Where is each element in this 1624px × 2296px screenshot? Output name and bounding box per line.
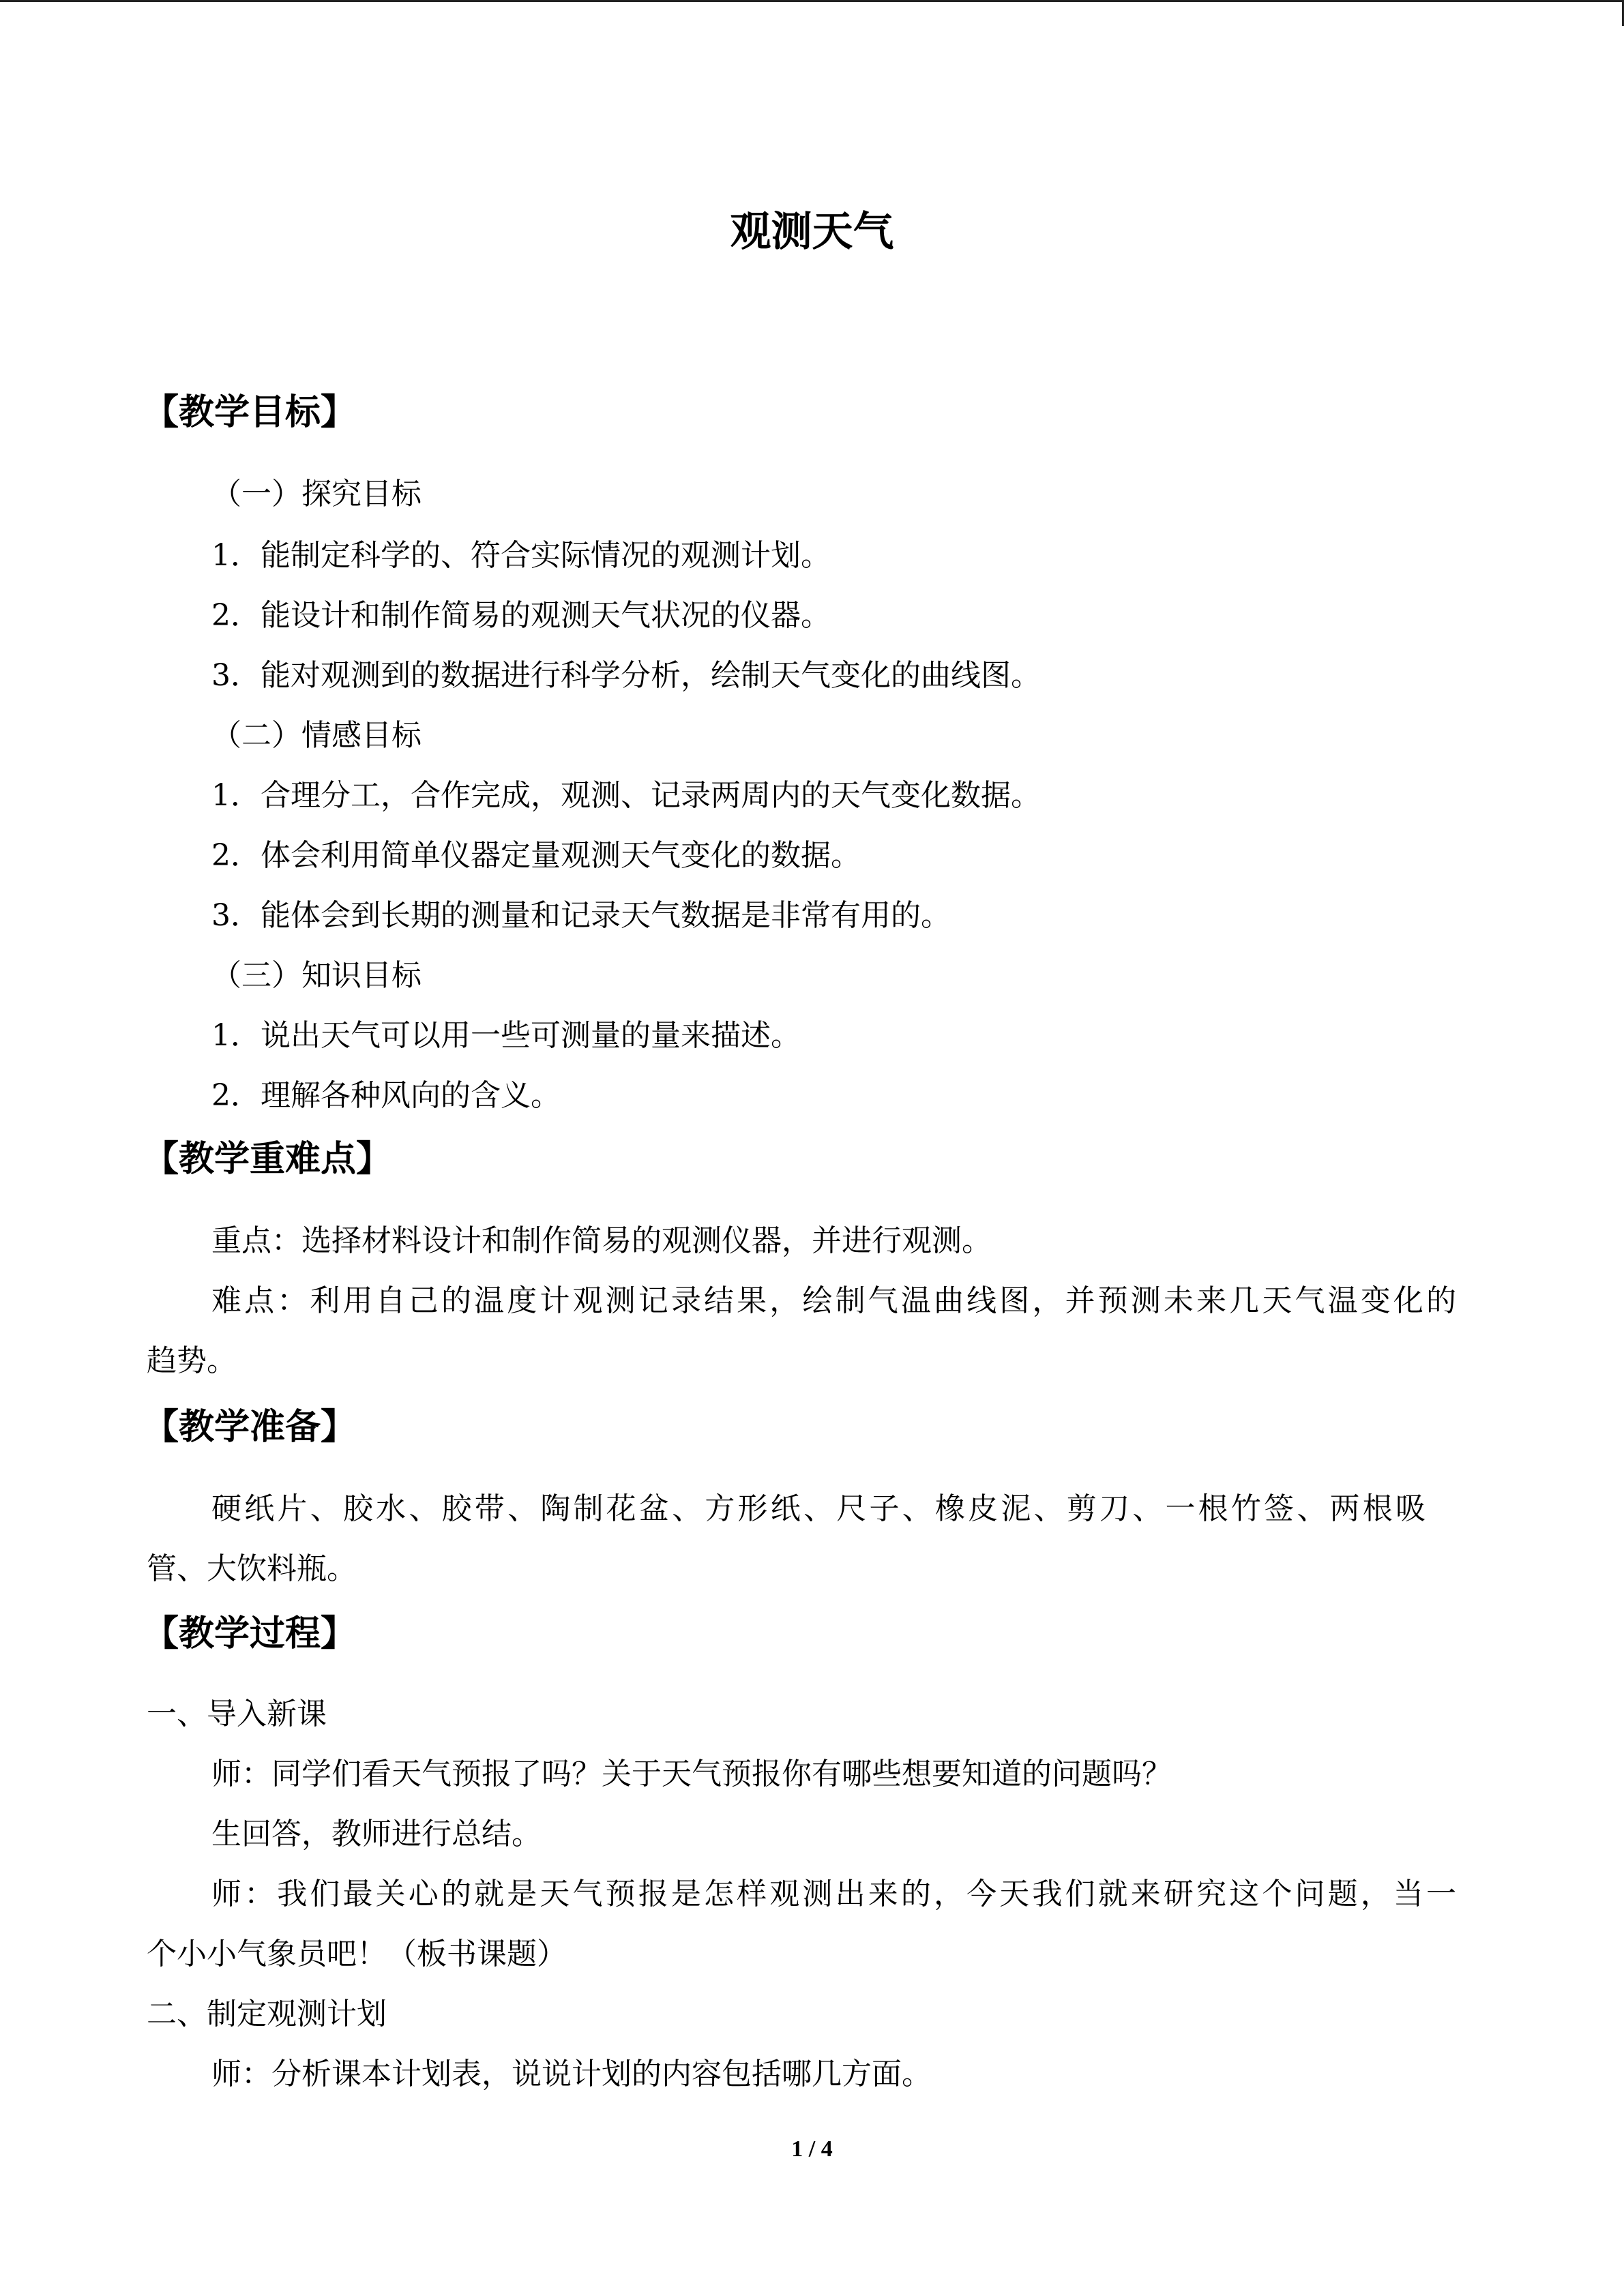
process-part1-line: 生回答，教师进行总结。 [211, 1817, 542, 1851]
process-part1-title: 一、导入新课 [147, 1697, 327, 1731]
goals-sub1-item: 1．能制定科学的、符合实际情况的观测计划。 [211, 538, 831, 573]
key-points-heading: 【教学重难点】 [143, 1139, 392, 1180]
process-part2-title: 二、制定观测计划 [147, 1997, 387, 2031]
key-points-difficulty: 难点：利用自己的温度计观测记录结果，绘制气温曲线图，并预测未来几天气温变化的 [211, 1283, 1456, 1318]
goals-heading: 【教学目标】 [143, 392, 357, 433]
goals-sub3: （三）知识目标 [211, 958, 422, 993]
key-points-difficulty-cont: 趋势。 [147, 1343, 237, 1378]
preparation-heading: 【教学准备】 [143, 1407, 357, 1448]
goals-sub1-item: 3．能对观测到的数据进行科学分析，绘制天气变化的曲线图。 [211, 658, 1041, 693]
process-part2-line: 师：分析课本计划表，说说计划的内容包括哪几方面。 [211, 2057, 932, 2091]
process-part1-line: 师：我们最关心的就是天气预报是怎样观测出来的，今天我们就来研究这个问题，当一 [211, 1877, 1456, 1911]
process-heading: 【教学过程】 [143, 1613, 357, 1654]
goals-sub1: （一）探究目标 [211, 477, 422, 511]
process-part1-line-cont: 个小小气象员吧！（板书课题） [147, 1937, 567, 1971]
process-part1-line: 师：同学们看天气预报了吗？关于天气预报你有哪些想要知道的问题吗？ [211, 1757, 1172, 1791]
key-points-focus: 重点：选择材料设计和制作简易的观测仪器，并进行观测。 [211, 1223, 992, 1258]
goals-sub3-item: 2．理解各种风向的含义。 [211, 1078, 561, 1113]
page-number: 1 / 4 [791, 2136, 833, 2162]
goals-sub2-item: 2．体会利用简单仪器定量观测天气变化的数据。 [211, 838, 861, 873]
preparation-materials: 硬纸片、胶水、胶带、陶制花盆、方形纸、尺子、橡皮泥、剪刀、一根竹签、两根吸 [211, 1491, 1426, 1526]
goals-sub2-item: 1．合理分工，合作完成，观测、记录两周内的天气变化数据。 [211, 778, 1041, 813]
goals-sub2: （二）情感目标 [211, 718, 422, 753]
goals-sub1-item: 2．能设计和制作简易的观测天气状况的仪器。 [211, 598, 831, 633]
preparation-materials-cont: 管、大饮料瓶。 [147, 1551, 357, 1586]
goals-sub3-item: 1．说出天气可以用一些可测量的量来描述。 [211, 1018, 801, 1053]
goals-sub2-item: 3．能体会到长期的测量和记录天气数据是非常有用的。 [211, 898, 951, 933]
document-title: 观测天气 [730, 208, 894, 256]
